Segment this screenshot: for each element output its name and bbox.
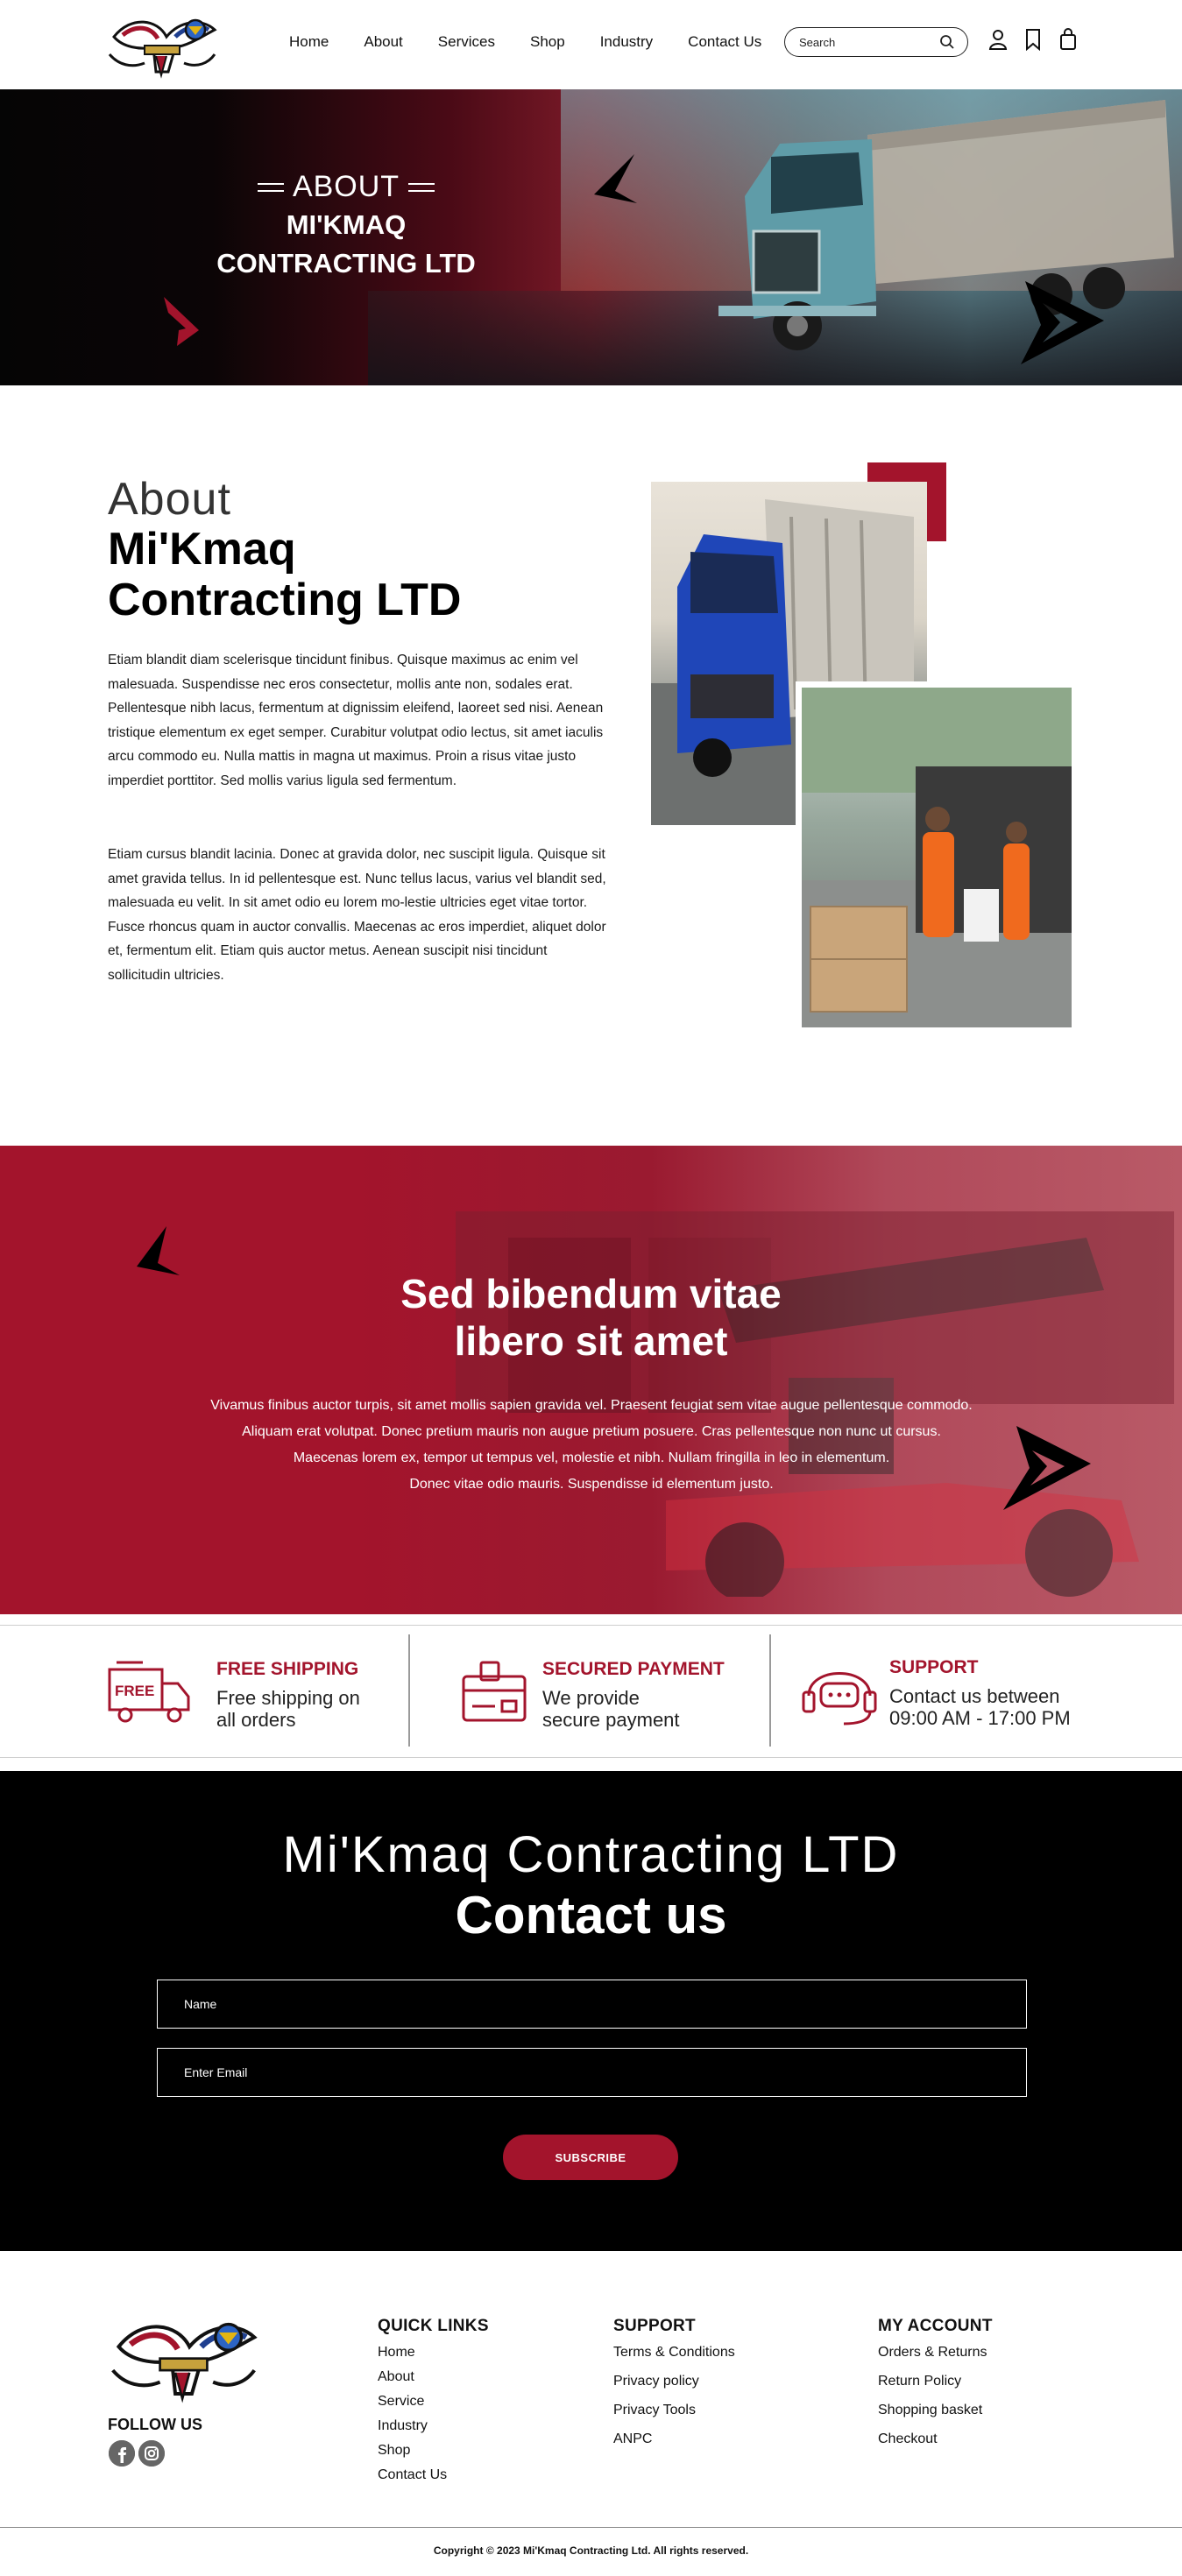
feature-free-shipping — [108, 1655, 388, 1734]
copyright-text: Copyright © 2023 Mi'Kmaq Contracting Ltd. All rights reserved. — [433, 2544, 749, 2557]
hero-title-line2: CONTRACTING LTD — [216, 248, 476, 279]
banner-title — [0, 1270, 1182, 1365]
secure-card-icon — [460, 1657, 544, 1729]
contact-title: Contact us — [455, 1886, 727, 1944]
promo-banner — [0, 1146, 1182, 1614]
decor-lines — [258, 183, 284, 192]
footer-link[interactable]: Orders & Returns — [878, 2345, 987, 2360]
search-box — [784, 27, 968, 57]
footer-col-title: SUPPORT — [613, 2317, 696, 2335]
headset-support-icon — [802, 1657, 886, 1729]
free-truck-label: FREE — [115, 1683, 155, 1699]
footer-col-support — [613, 2317, 735, 2447]
feature-desc — [889, 1685, 1071, 1729]
search-icon[interactable] — [939, 34, 955, 50]
banner-text-line: Aliquam erat volutpat. Donec pretium mauris non augue pretium posuere. Cras pellentesque non nunc ut cursus. — [242, 1424, 941, 1439]
feature-desc-line: Free shipping on — [216, 1687, 360, 1709]
footer-link[interactable]: Return Policy — [878, 2374, 962, 2389]
footer-col-title: MY ACCOUNT — [878, 2317, 993, 2335]
banner-text-line: Vivamus finibus auctor turpis, sit amet mollis sapien gravida vel. Praesent feugiat sem vitae augue pellentesque commodo. — [210, 1398, 973, 1413]
feature-desc-line: We provide — [542, 1687, 640, 1709]
feature-title: SUPPORT — [889, 1657, 979, 1677]
feature-desc — [216, 1687, 360, 1731]
hero-title-line1: MI'KMAQ — [286, 209, 407, 240]
about-heading-line2: Contracting LTD — [108, 575, 462, 625]
banner-text-line: Maecenas lorem ex, tempor ut tempus vel, molestie et nibh. Nullam fringilla in leo in elementum. — [293, 1450, 890, 1465]
about-paragraph-1: Etiam blandit diam scelerisque tincidunt finibus. Quisque maximus ac enim vel malesuada. Suspendisse nec eros consectetur, mollis ante non, sodales erat. Pellentesque nibh lacus, fermentum at dignissim eleifend, laoreet sed nisi. Aenean tristique elementum ex eget semper. Curabitur volutpat odio lectus, sit amet iaculis arcu commodo eu. Nulla mattis in magna ut maximus. Proin a risus vitae justo imperdiet porttitor. Sed mollis varius ligula sed fermentum. — [108, 653, 604, 788]
feature-desc-line: Contact us between — [889, 1685, 1060, 1707]
footer-link[interactable]: Service — [378, 2394, 425, 2409]
user-icon[interactable] — [988, 28, 1008, 51]
nav-contact-us[interactable]: Contact Us — [688, 33, 762, 50]
nav-home[interactable]: Home — [289, 33, 329, 50]
footer-link[interactable]: Shopping basket — [878, 2403, 983, 2417]
eagle-logo-icon — [105, 11, 219, 82]
about-heading-bold — [108, 524, 633, 625]
main-nav — [289, 33, 796, 51]
feature-desc-line: secure payment — [542, 1709, 680, 1731]
name-field[interactable] — [157, 1980, 1027, 2029]
contact-section — [0, 1771, 1182, 2251]
facebook-icon[interactable] — [109, 2440, 135, 2467]
feature-title: SECURED PAYMENT — [542, 1659, 725, 1679]
feature-desc-line: 09:00 AM - 17:00 PM — [889, 1707, 1071, 1729]
subscribe-button[interactable]: SUBSCRIBE — [503, 2135, 678, 2180]
nav-about[interactable]: About — [364, 33, 403, 50]
footer-logo[interactable] — [107, 2311, 260, 2409]
shopping-bag-icon[interactable] — [1058, 28, 1078, 51]
instagram-icon[interactable] — [138, 2440, 165, 2467]
free-truck-icon — [108, 1657, 192, 1729]
about-heading-line1: Mi'Kmaq — [108, 524, 296, 575]
nav-services[interactable]: Services — [437, 33, 495, 50]
feature-desc-line: all orders — [216, 1709, 296, 1731]
footer-link[interactable]: Shop — [378, 2443, 411, 2458]
hero-title-small: ABOUT — [292, 170, 400, 203]
arrow-mark-icon — [589, 152, 641, 207]
hero-banner — [0, 89, 1182, 385]
feature-secured-payment — [460, 1655, 749, 1734]
about-paragraph-2: Etiam cursus blandit lacinia. Donec at gravida dolor, nec suscipit ligula. Quisque sit amet gravida tellus. In id pellentesque est. Nunc tellus lacus, varius vel blandit sed, malesuada eu velit. In sit amet odio eu lorem mo-lestie ultricies eget vitae tortor. Fusce rhoncus quam in auctor convallis. Maecenas ac eros imperdiet, aliquet dolor et, fermentum elit. Etiam quis auctor metus. Aenean suscipit nisi tincidunt sollicitudin ultricies. — [108, 847, 606, 983]
footer-link[interactable]: Home — [378, 2345, 415, 2360]
footer-col-quick-links — [378, 2317, 489, 2483]
follow-us-label: FOLLOW US — [108, 2416, 202, 2433]
footer-col-title: QUICK LINKS — [378, 2317, 489, 2335]
contact-subtitle: Mi'Kmaq Contracting LTD — [282, 1826, 900, 1883]
feature-divider — [408, 1634, 410, 1747]
footer-link[interactable]: Checkout — [878, 2431, 938, 2446]
banner-title-line2: libero sit amet — [454, 1318, 728, 1364]
footer-link[interactable]: ANPC — [613, 2431, 653, 2446]
email-field[interactable] — [157, 2048, 1027, 2097]
bookmark-icon[interactable] — [1023, 28, 1043, 51]
site-logo[interactable] — [105, 11, 219, 82]
arrow-mark-icon — [159, 295, 203, 348]
footer-divider — [0, 2527, 1182, 2528]
about-heading-light: About — [108, 474, 231, 525]
nav-industry[interactable]: Industry — [599, 33, 654, 50]
eagle-logo-icon — [107, 2311, 260, 2409]
footer-link[interactable]: Terms & Conditions — [613, 2345, 735, 2360]
arrow-mark-icon — [1016, 277, 1113, 373]
banner-text — [153, 1393, 1030, 1498]
footer-link[interactable]: About — [378, 2369, 414, 2384]
feature-divider — [769, 1634, 771, 1747]
about-photo-workers — [796, 681, 1078, 1034]
banner-forklift-image — [456, 1185, 1174, 1597]
feature-title: FREE SHIPPING — [216, 1659, 359, 1679]
feature-desc — [542, 1687, 680, 1731]
feature-support — [802, 1655, 1091, 1734]
footer-link[interactable]: Privacy Tools — [613, 2403, 696, 2417]
decor-lines — [408, 183, 435, 192]
hero-title — [188, 170, 504, 281]
site-header — [0, 0, 1182, 89]
banner-text-line: Donec vitae odio mauris. Suspendisse id elementum justo. — [409, 1477, 774, 1492]
footer-link[interactable]: Contact Us — [378, 2467, 448, 2482]
footer-link[interactable]: Privacy policy — [613, 2374, 699, 2389]
footer-link[interactable]: Industry — [378, 2418, 428, 2433]
nav-shop[interactable]: Shop — [529, 33, 565, 50]
footer-col-my-account — [878, 2317, 993, 2447]
search-input[interactable] — [799, 36, 939, 49]
banner-title-line1: Sed bibendum vitae — [400, 1271, 782, 1316]
header-actions — [988, 28, 1078, 51]
